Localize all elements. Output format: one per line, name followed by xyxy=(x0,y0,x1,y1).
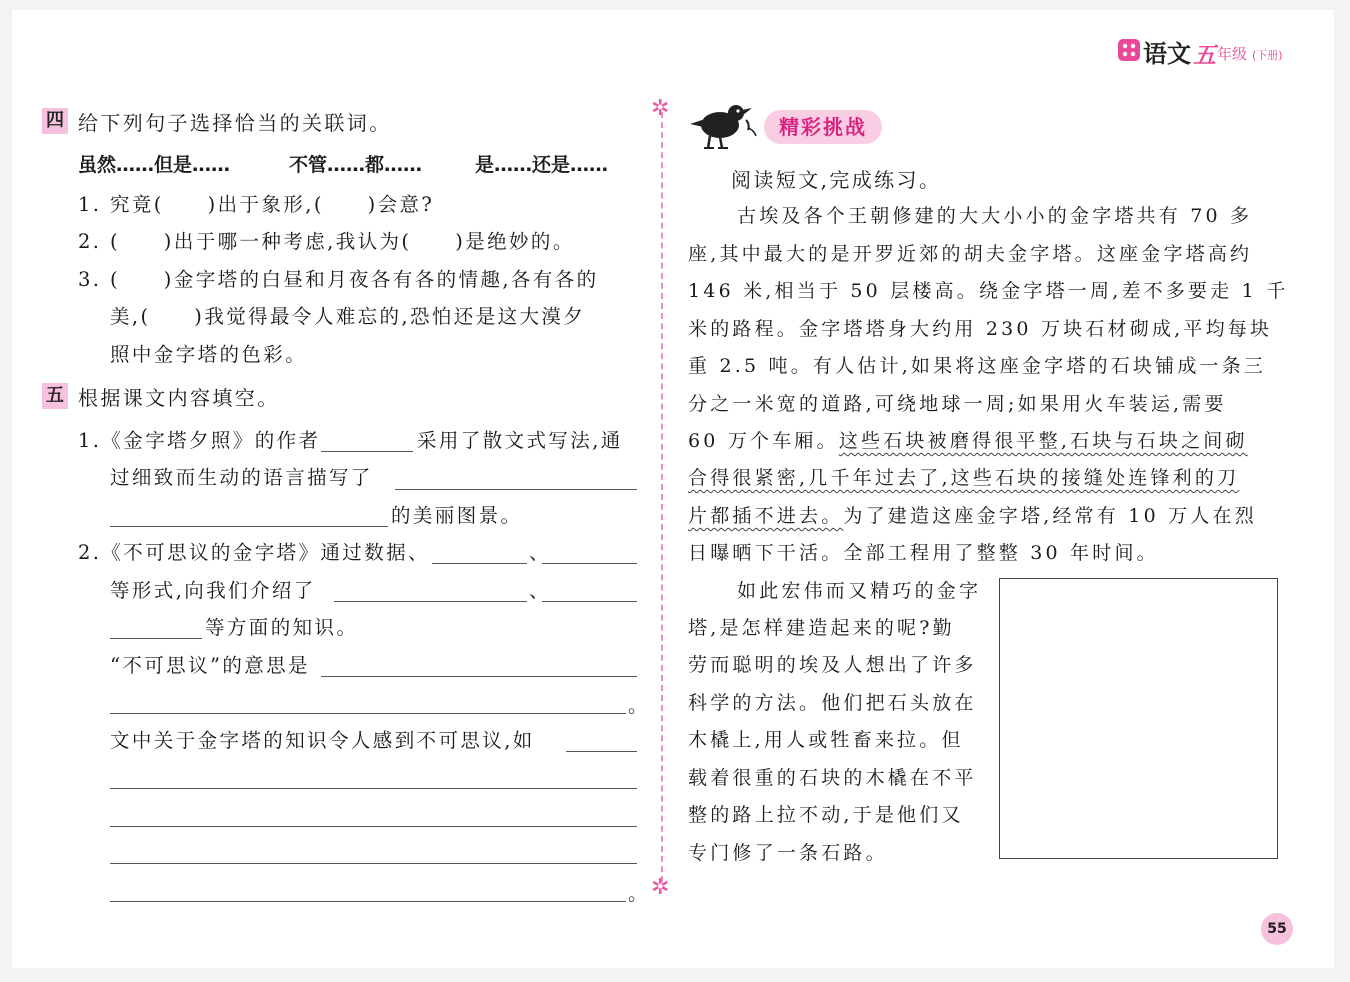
passage-line-10: 日曝晒下干活。全部工程用了整整 30 年时间。 xyxy=(688,542,1159,564)
passage2-line-5: 木橇上,用人或牲畜来拉。但 xyxy=(688,729,964,751)
section-4-badge: 四 xyxy=(42,108,68,134)
passage-line-8 xyxy=(688,463,1239,490)
passage-line-9-underlined: 片都插不进去。 xyxy=(688,505,844,527)
passage2-line-6: 载着很重的石块的木橇在不平 xyxy=(688,767,977,789)
aspect-blank-2[interactable] xyxy=(542,601,637,602)
star-bottom-icon: ✲ xyxy=(651,875,670,900)
passage2-line-8: 专门修了一条石路。 xyxy=(688,842,888,864)
passage-line-7-underlined: 这些石块被磨得很平整,石块与石块之间砌 xyxy=(838,430,1248,452)
section-4-title: 给下列句子选择恰当的关联词。 xyxy=(78,111,392,135)
question-5-2-a: 2.《不可思议的金字塔》通过数据、 xyxy=(78,541,430,564)
section-5-title: 根据课文内容填空。 xyxy=(78,386,280,410)
image-placeholder-box xyxy=(999,578,1278,859)
reading-instruction: 阅读短文,完成练习。 xyxy=(731,168,942,192)
header-volume: (下册) xyxy=(1252,49,1283,62)
passage-line-1: 古埃及各个王朝修建的大大小小的金字塔共有 70 多 xyxy=(737,205,1253,227)
star-top-icon: ✲ xyxy=(651,96,670,121)
example-blank-1[interactable] xyxy=(566,751,637,752)
header-subject: 语文 xyxy=(1143,40,1191,68)
aspect-blank-1[interactable] xyxy=(334,601,527,602)
challenge-badge: 精彩挑战 xyxy=(764,110,882,144)
passage-line-6: 分之一米宽的道路,可绕地球一周;如果用火车装运,需要 xyxy=(688,393,1227,415)
comma-1: 、 xyxy=(529,541,551,564)
comma-2: 、 xyxy=(529,579,551,602)
example-blank-3[interactable] xyxy=(110,826,637,827)
passage-line-3: 146 米,相当于 50 层楼高。绕金字塔一周,差不多要走 1 千 xyxy=(688,280,1289,302)
passage2-line-4: 科学的方法。他们把石头放在 xyxy=(688,692,977,714)
option-shi-haishi: 是……还是…… xyxy=(475,154,609,176)
passage-line-9-plain: 为了建造这座金字塔,经常有 10 万人在烈 xyxy=(843,505,1257,527)
passage2-line-3: 劳而聪明的埃及人想出了许多 xyxy=(688,654,977,676)
question-5-2-c: 等方面的知识。 xyxy=(205,616,359,639)
header-grade-unit: 年级 xyxy=(1217,45,1248,63)
question-4-3-line2: 美,( )我觉得最令人难忘的,恐怕还是这大漠夕 xyxy=(110,305,586,328)
passage-line-8-underlined: 合得很紧密,几千年过去了,这些石块的接缝处连锋利的刀 xyxy=(688,467,1240,489)
passage2-line-2: 塔,是怎样建造起来的呢?勤 xyxy=(688,617,955,639)
question-5-2-d: “不可思议”的意思是 xyxy=(110,654,310,677)
passage2-line-7: 整的路上拉不动,于是他们又 xyxy=(688,804,964,826)
question-5-2-b: 等形式,向我们介绍了 xyxy=(110,579,316,602)
example-blank-4[interactable] xyxy=(110,863,637,864)
question-4-1: 1. 究竟( )出于象形,( )会意? xyxy=(78,193,435,216)
column-divider xyxy=(661,112,663,882)
passage-line-7-plain: 60 万个车厢。 xyxy=(688,430,839,452)
question-4-3-line3: 照中金字塔的色彩。 xyxy=(110,343,308,366)
passage-line-5: 重 2.5 吨。有人估计,如果将这座金字塔的石块铺成一条三 xyxy=(688,355,1267,377)
page-number: 55 xyxy=(1261,913,1293,945)
option-suiran: 虽然……但是…… xyxy=(78,154,231,176)
form-blank-2[interactable] xyxy=(542,563,637,564)
form-blank-1[interactable] xyxy=(432,563,527,564)
meaning-blank-1[interactable] xyxy=(321,676,637,677)
aspect-blank-3[interactable] xyxy=(110,638,202,639)
dice-logo-icon xyxy=(1118,39,1140,61)
author-blank[interactable] xyxy=(321,451,413,452)
scene-blank-2[interactable] xyxy=(110,526,388,527)
header-grade: 五 xyxy=(1193,42,1216,69)
bird-icon xyxy=(684,98,764,154)
option-buguan: 不管……都…… xyxy=(289,154,423,176)
passage-line-2: 座,其中最大的是开罗近郊的胡夫金字塔。这座金字塔高约 xyxy=(688,243,1253,265)
question-5-1-a: 1.《金字塔夕照》的作者 xyxy=(78,429,321,452)
question-4-3-line1: 3. ( )金字塔的白昼和月夜各有各的情趣,各有各的 xyxy=(78,268,599,291)
question-5-1-d: 的美丽图景。 xyxy=(391,504,523,527)
example-blank-5[interactable] xyxy=(110,901,626,902)
passage2-line-1: 如此宏伟而又精巧的金字 xyxy=(737,580,982,602)
passage-line-4: 米的路程。金字塔塔身大约用 230 万块石材砌成,平均每块 xyxy=(688,318,1273,340)
passage-line-9 xyxy=(688,501,1257,528)
example-blank-2[interactable] xyxy=(110,788,637,789)
period-2: 。 xyxy=(628,882,650,905)
question-5-1-b: 采用了散文式写法,通 xyxy=(417,429,623,452)
question-5-1-c: 过细致而生动的语言描写了 xyxy=(110,466,373,489)
scene-blank-1[interactable] xyxy=(395,489,637,490)
meaning-blank-2[interactable] xyxy=(110,713,626,714)
question-5-2-e: 文中关于金字塔的知识令人感到不可思议,如 xyxy=(110,729,535,752)
period-1: 。 xyxy=(628,694,650,717)
section-5-badge: 五 xyxy=(42,383,68,409)
question-4-2: 2. ( )出于哪一种考虑,我认为( )是绝妙的。 xyxy=(78,230,575,253)
passage-line-7 xyxy=(688,426,1248,453)
